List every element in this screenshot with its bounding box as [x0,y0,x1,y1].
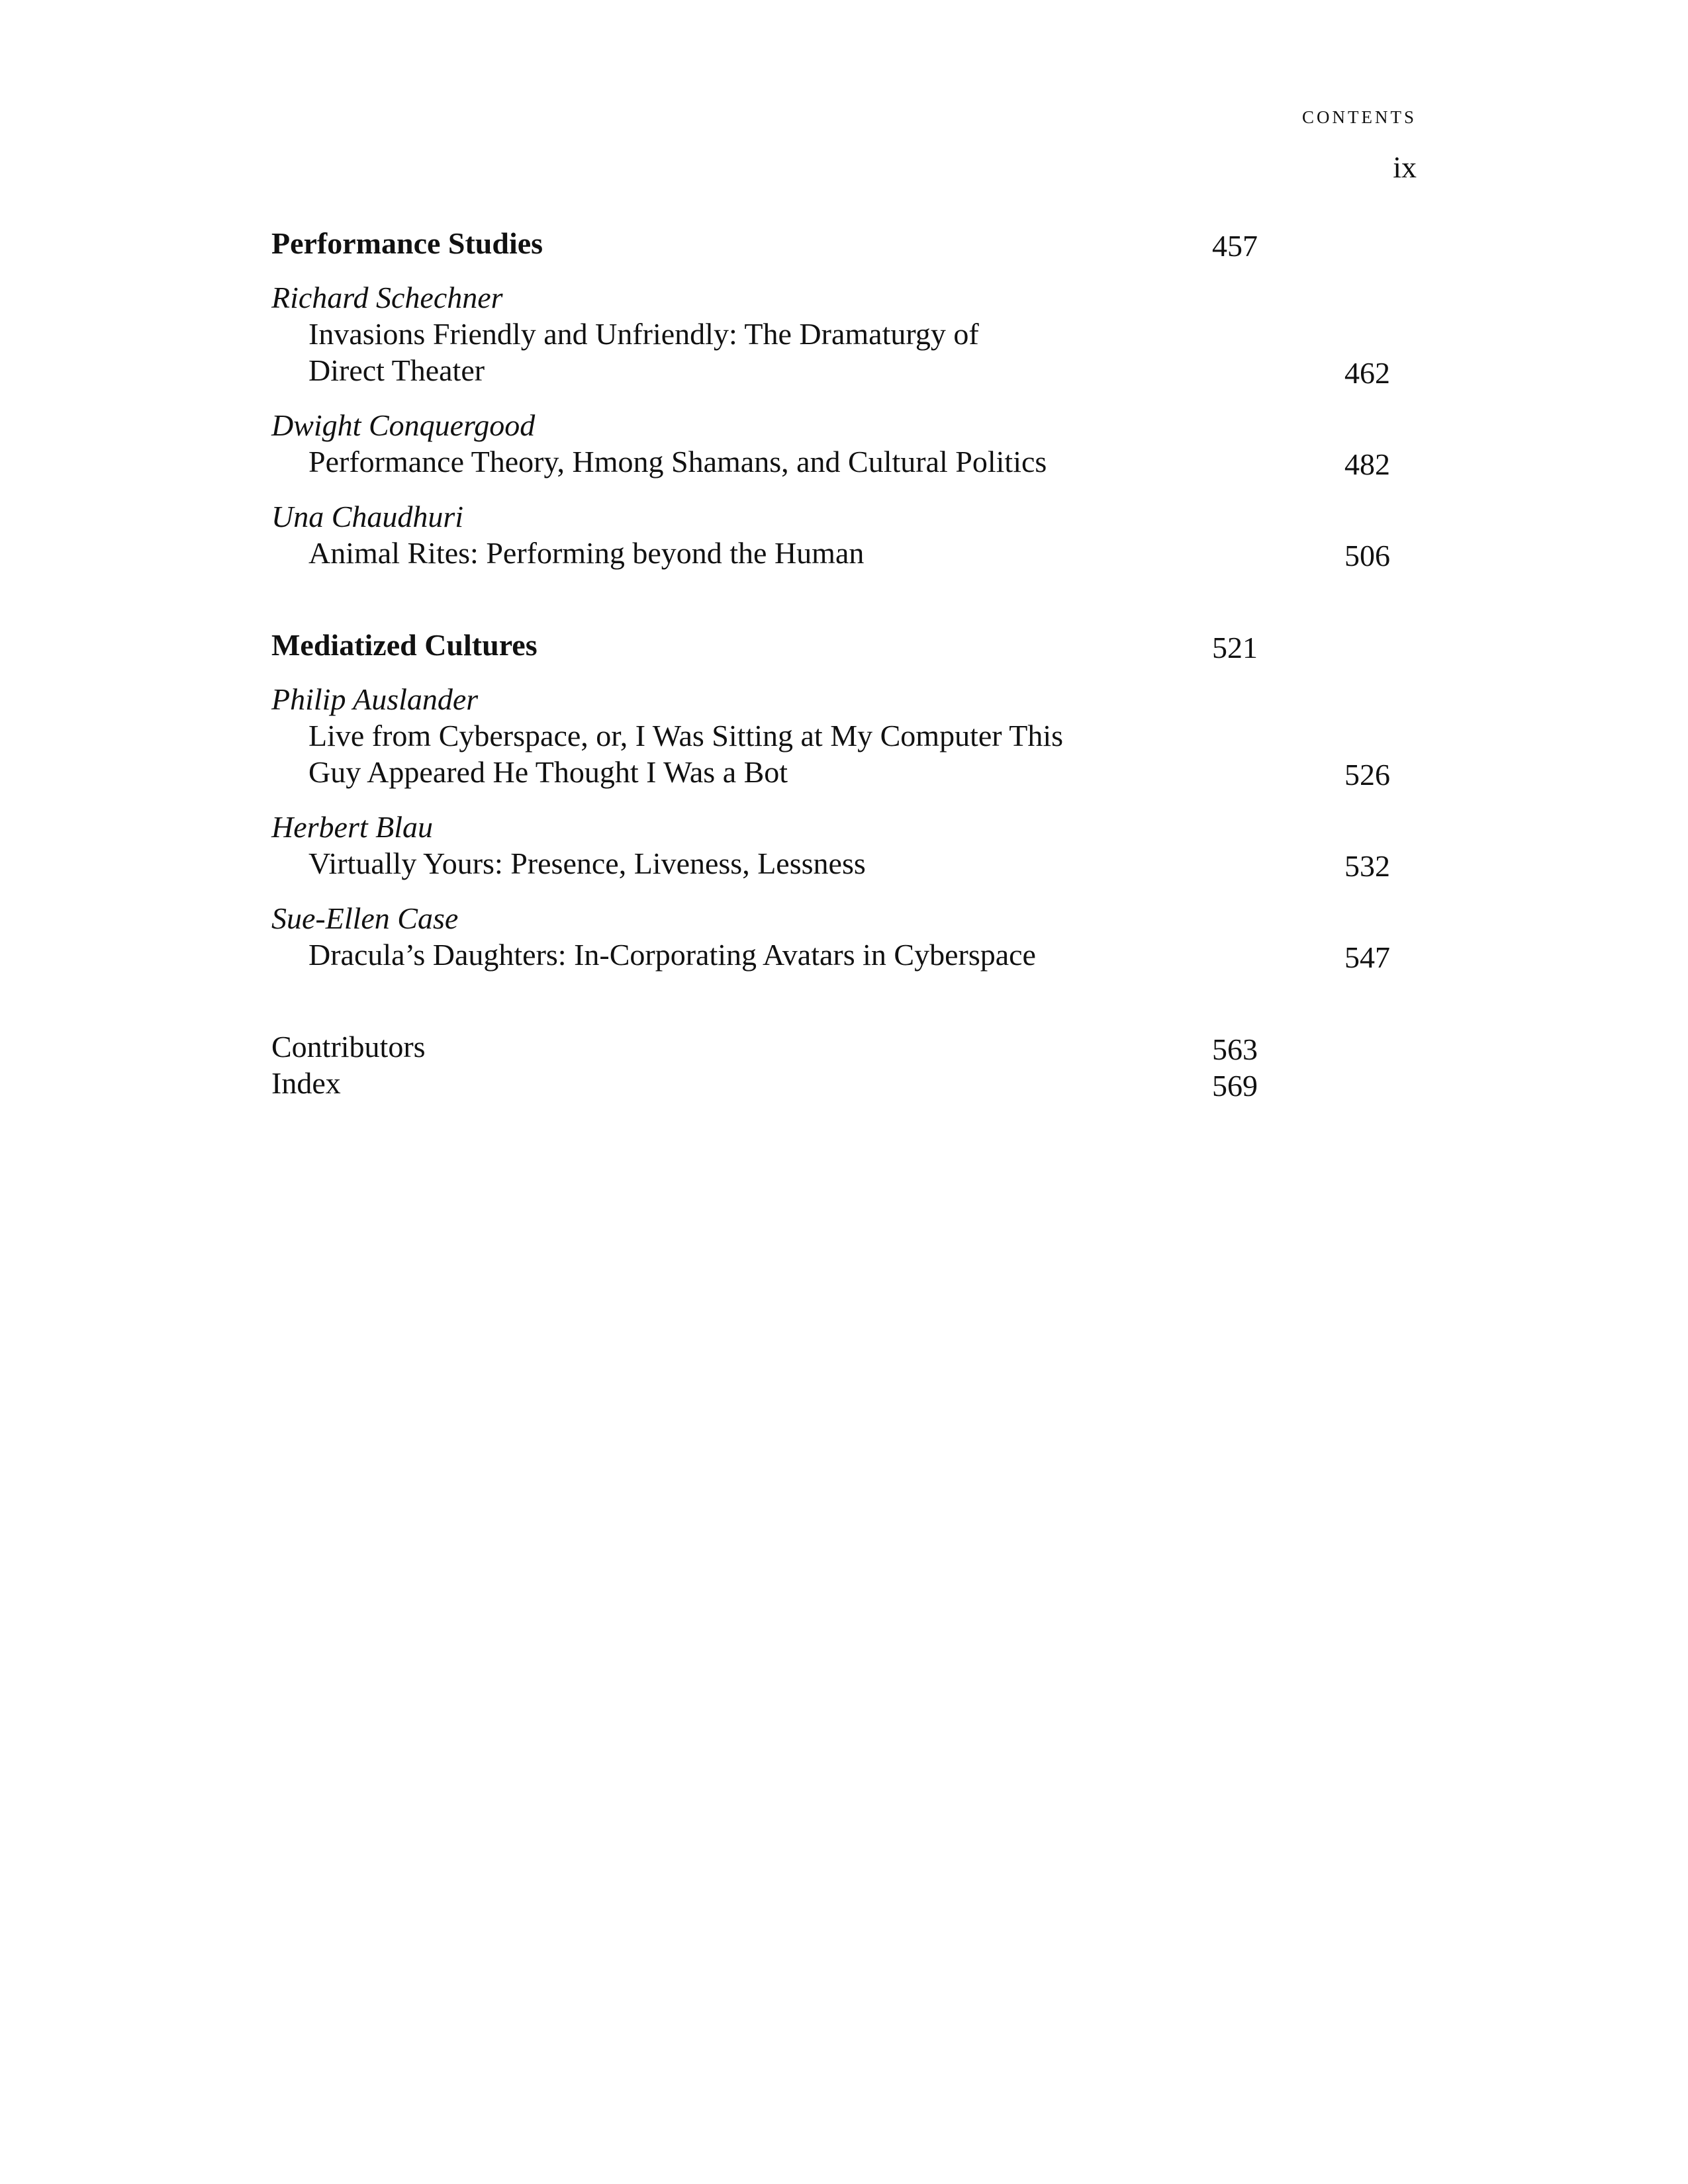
entry-author: Dwight Conquergood [271,408,536,442]
section-title: Performance Studies [271,226,543,260]
entry-title [271,936,1390,974]
toc-entry [271,809,1390,883]
toc-entry [271,681,1390,792]
entry-title [271,535,1390,572]
running-head: contents [1302,101,1417,129]
entry-author: Richard Schechner [271,281,503,314]
entry-page: 547 [1344,940,1390,974]
entry-page: 532 [1344,849,1390,883]
back-matter-page: 569 [1212,1069,1258,1103]
entry-title [271,845,1390,883]
back-matter-label: Index [271,1066,341,1100]
back-matter-label: Contributors [271,1030,426,1064]
toc-entry [271,498,1390,572]
toc-entry [271,279,1390,390]
back-matter-index [271,1065,1258,1101]
back-matter-contributors [271,1028,1258,1065]
entry-author: Philip Auslander [271,682,479,716]
toc-entry [271,407,1390,481]
entry-page: 482 [1344,447,1390,481]
entry-title-line: Guy Appeared He Thought I Was a Bot [308,755,788,789]
section-title: Mediatized Cultures [271,628,538,662]
page-number: ix [1393,150,1417,184]
entry-title-line: Animal Rites: Performing beyond the Human [308,536,865,570]
entry-title [271,717,1390,792]
entry-title-line: Performance Theory, Hmong Shamans, and Cultural Politics [308,445,1047,478]
section-heading-performance-studies [271,225,1258,262]
entry-page: 462 [1344,356,1390,390]
entry-title-line: Direct Theater [308,353,485,387]
entry-page: 526 [1344,758,1390,792]
toc-entry [271,900,1390,974]
entry-title-line: Live from Cyberspace, or, I Was Sitting at My Computer This [308,719,1064,752]
entry-author: Sue-Ellen Case [271,901,459,935]
entry-author: Herbert Blau [271,810,434,844]
entry-title [271,443,1390,481]
back-matter-page: 563 [1212,1032,1258,1066]
entry-title-line: Virtually Yours: Presence, Liveness, Lessness [308,846,866,880]
entry-title-line: Dracula’s Daughters: In-Corporating Avatars in Cyberspace [308,938,1036,972]
section-page: 521 [1212,631,1258,664]
entry-page: 506 [1344,539,1390,572]
entry-author: Una Chaudhuri [271,500,464,533]
entry-title [271,316,1390,390]
table-of-contents [271,225,1390,1103]
spacer [271,991,1258,1028]
spacer [271,590,1258,627]
section-heading-mediatized-cultures [271,627,1258,664]
section-page: 457 [1212,229,1258,263]
entry-title-line: Invasions Friendly and Unfriendly: The Dramaturgy of [308,317,979,351]
